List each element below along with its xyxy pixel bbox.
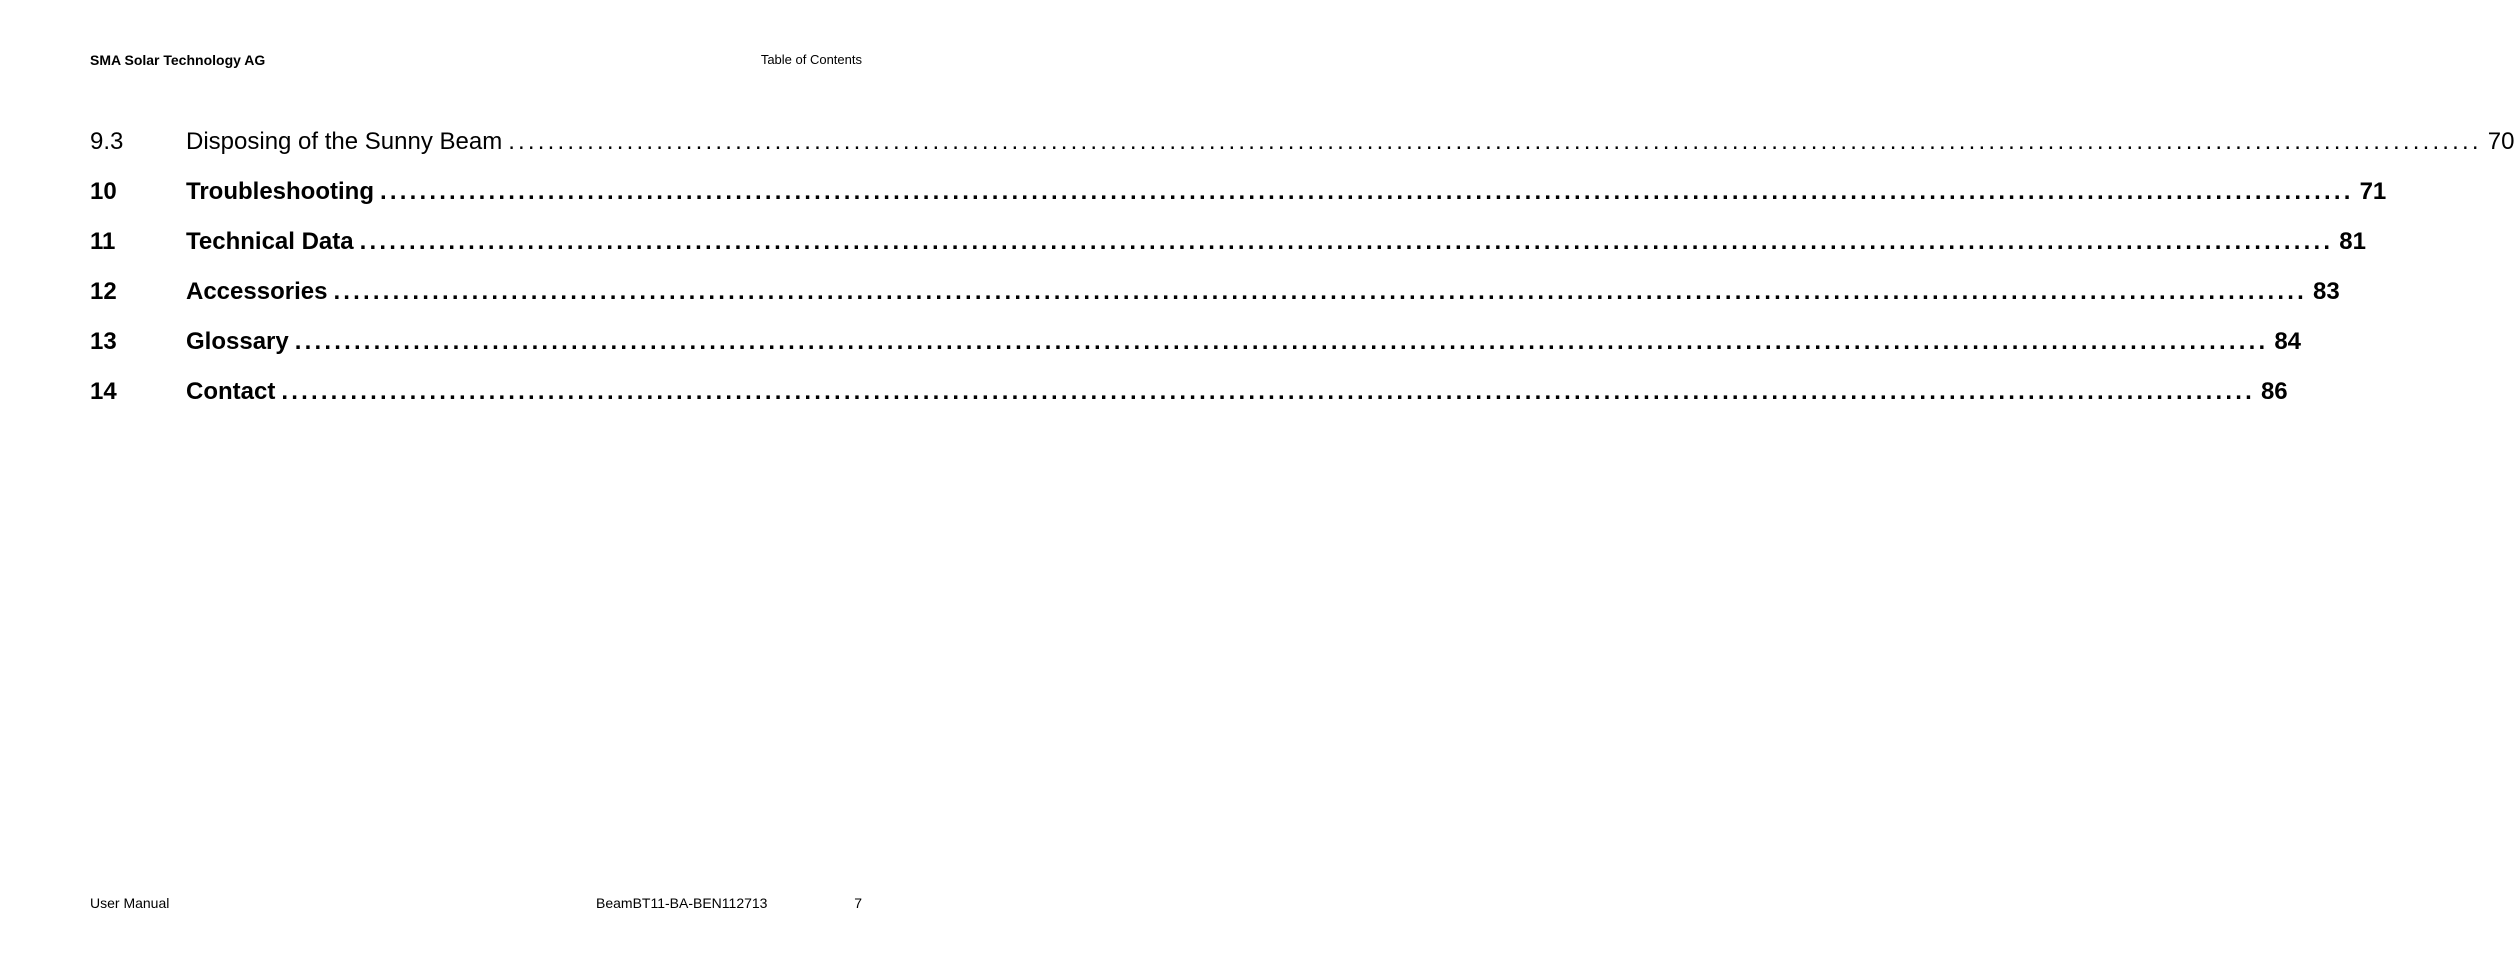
toc-dot-leader: ........................................................................................................................................................................................................ <box>333 278 2308 305</box>
toc-entry-12[interactable] <box>90 274 2340 324</box>
toc-entry-page: 70 <box>2487 128 2514 155</box>
toc-dot-leader: ........................................................................................................................................................................................................ <box>294 328 2269 355</box>
footer-doc-code: BeamBT11-BA-BEN112713 <box>596 895 768 911</box>
header-company: SMA Solar Technology AG <box>90 52 266 68</box>
toc-entry-14[interactable] <box>90 374 2288 424</box>
footer-page-number: 7 <box>854 895 862 911</box>
toc-entry-number: 9.3 <box>90 128 124 155</box>
toc-entry-title: Contact <box>186 378 276 405</box>
toc-entry-number: 11 <box>90 228 116 255</box>
toc-entry-10[interactable] <box>90 174 2387 224</box>
toc-entry-page: 81 <box>2339 228 2366 255</box>
toc-entry-13[interactable] <box>90 324 2302 374</box>
toc-entry-number: 14 <box>90 378 117 405</box>
toc-entry-number: 12 <box>90 278 117 305</box>
toc-entry-page: 86 <box>2260 378 2288 405</box>
toc-dot-leader: ........................................................................................................................................................................................................ <box>508 128 2482 155</box>
toc-entry-title: Glossary <box>186 328 289 355</box>
toc-entry-page: 71 <box>2359 178 2387 205</box>
toc-dot-leader: ........................................................................................................................................................................................................ <box>359 228 2334 255</box>
toc-entry-title: Disposing of the Sunny Beam <box>186 128 503 155</box>
toc-entry-title: Troubleshooting <box>186 178 374 205</box>
table-of-contents <box>90 124 2514 424</box>
toc-entry-page: 83 <box>2313 278 2340 305</box>
toc-entry-number: 10 <box>90 178 117 205</box>
toc-entry-title: Accessories <box>186 278 328 305</box>
toc-dot-leader: ........................................................................................................................................................................................................ <box>379 178 2354 205</box>
toc-entry-page: 84 <box>2274 328 2302 355</box>
toc-entry-number: 13 <box>90 328 117 355</box>
toc-entry-title: Technical Data <box>186 228 354 255</box>
toc-entry-9-3[interactable] <box>90 124 2514 174</box>
toc-entry-11[interactable] <box>90 224 2366 274</box>
header-section: Table of Contents <box>760 52 862 67</box>
footer-doc-type: User Manual <box>90 895 170 911</box>
toc-dot-leader: ........................................................................................................................................................................................................ <box>281 378 2255 405</box>
